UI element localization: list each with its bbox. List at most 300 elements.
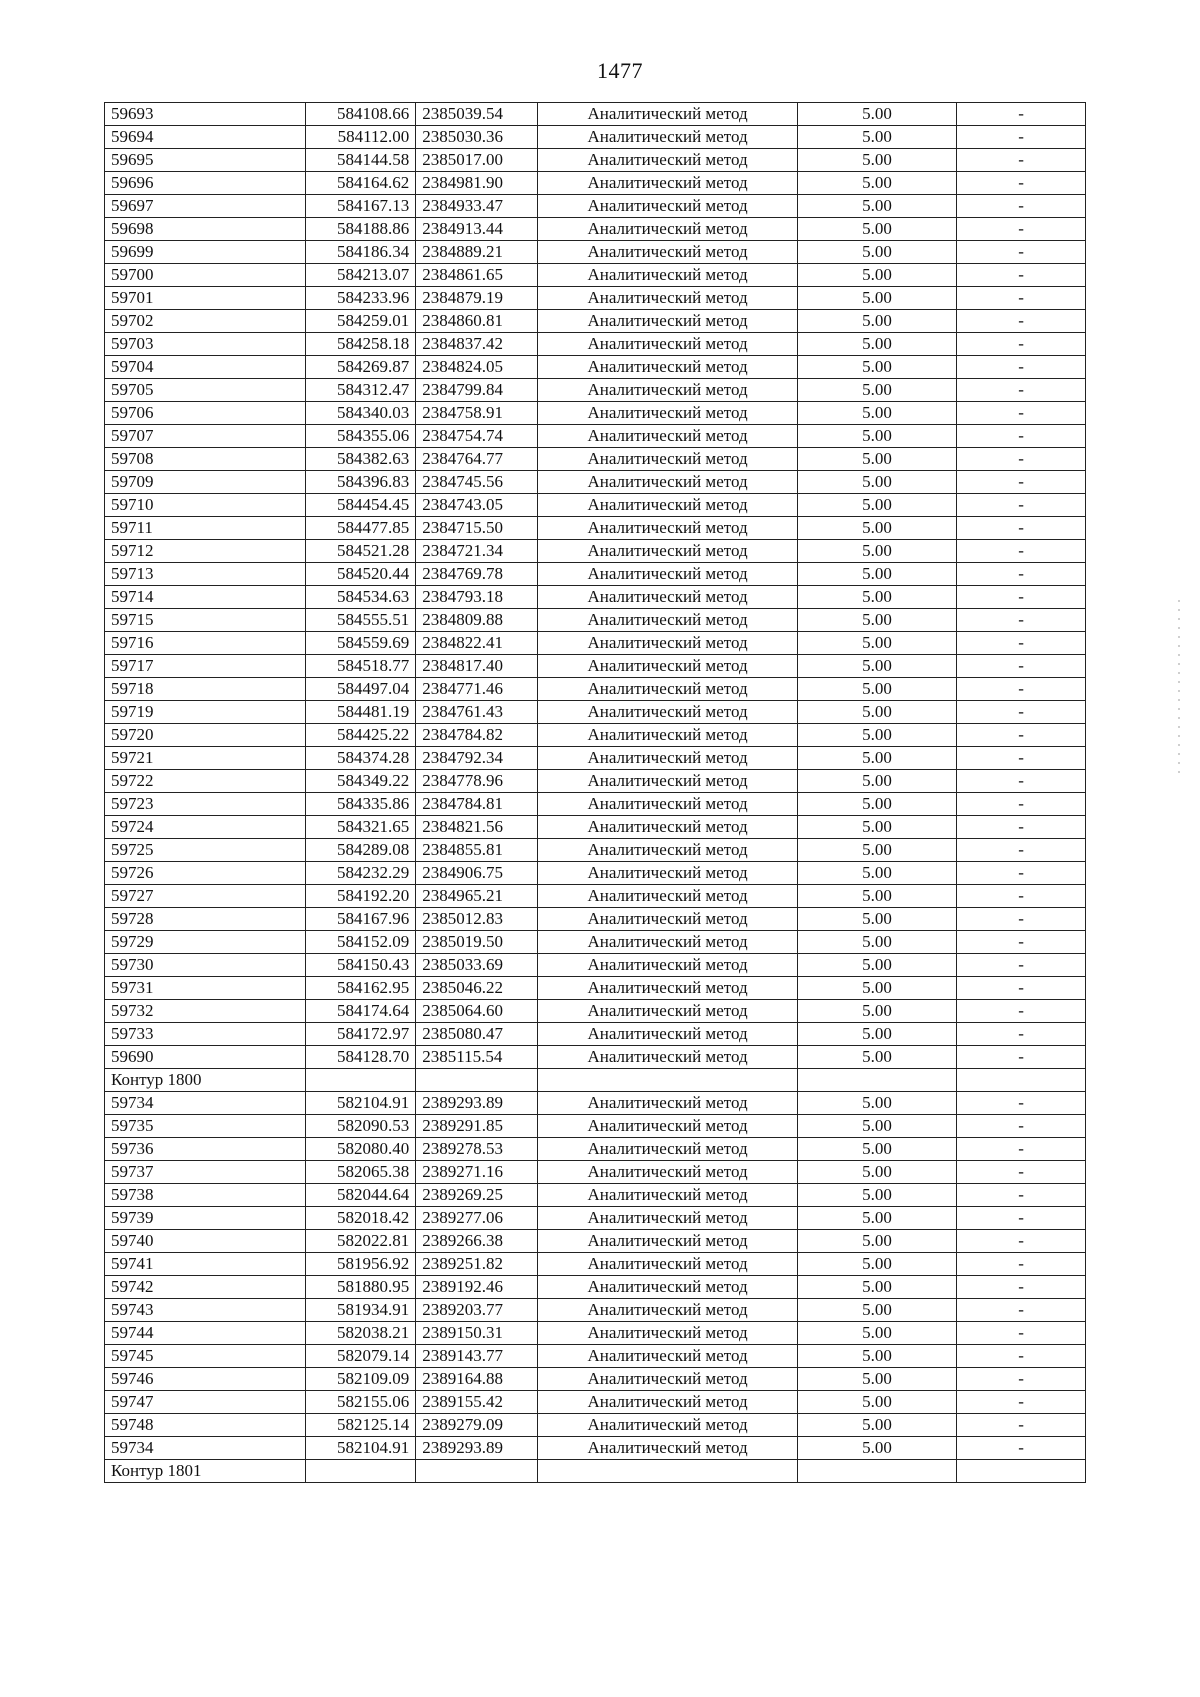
accuracy-cell: 5.00 (797, 1092, 956, 1115)
point-id-cell: 59730 (105, 954, 306, 977)
accuracy-cell (797, 1460, 956, 1483)
accuracy-cell: 5.00 (797, 885, 956, 908)
note-cell: - (957, 839, 1086, 862)
point-id-cell: 59727 (105, 885, 306, 908)
table-row (105, 1345, 1086, 1368)
note-cell: - (957, 540, 1086, 563)
method-cell: Аналитический метод (538, 333, 798, 356)
coordinates-table (104, 102, 1086, 1483)
accuracy-cell: 5.00 (797, 586, 956, 609)
table-row (105, 1253, 1086, 1276)
accuracy-cell: 5.00 (797, 310, 956, 333)
table-row (105, 1000, 1086, 1023)
table-row (105, 1391, 1086, 1414)
note-cell: - (957, 1161, 1086, 1184)
note-cell: - (957, 1253, 1086, 1276)
accuracy-cell: 5.00 (797, 678, 956, 701)
note-cell: - (957, 149, 1086, 172)
method-cell: Аналитический метод (538, 264, 798, 287)
x-coordinate-cell: 584232.29 (306, 862, 416, 885)
method-cell: Аналитический метод (538, 1023, 798, 1046)
note-cell: - (957, 885, 1086, 908)
point-id-cell: 59700 (105, 264, 306, 287)
method-cell: Аналитический метод (538, 701, 798, 724)
method-cell: Аналитический метод (538, 1345, 798, 1368)
table-row (105, 241, 1086, 264)
method-cell: Аналитический метод (538, 218, 798, 241)
note-cell: - (957, 310, 1086, 333)
y-coordinate-cell: 2384913.44 (416, 218, 538, 241)
y-coordinate-cell: 2389150.31 (416, 1322, 538, 1345)
note-cell: - (957, 1414, 1086, 1437)
accuracy-cell: 5.00 (797, 1138, 956, 1161)
point-id-cell: 59690 (105, 1046, 306, 1069)
x-coordinate-cell: 582104.91 (306, 1437, 416, 1460)
method-cell: Аналитический метод (538, 1391, 798, 1414)
y-coordinate-cell: 2384784.81 (416, 793, 538, 816)
x-coordinate-cell: 584335.86 (306, 793, 416, 816)
y-coordinate-cell: 2384981.90 (416, 172, 538, 195)
x-coordinate-cell: 582018.42 (306, 1207, 416, 1230)
method-cell: Аналитический метод (538, 471, 798, 494)
method-cell: Аналитический метод (538, 1161, 798, 1184)
table-row (105, 908, 1086, 931)
y-coordinate-cell: 2385039.54 (416, 103, 538, 126)
y-coordinate-cell: 2385019.50 (416, 931, 538, 954)
method-cell: Аналитический метод (538, 954, 798, 977)
x-coordinate-cell: 584321.65 (306, 816, 416, 839)
y-coordinate-cell: 2384889.21 (416, 241, 538, 264)
point-id-cell: 59745 (105, 1345, 306, 1368)
method-cell: Аналитический метод (538, 1276, 798, 1299)
x-coordinate-cell: 584555.51 (306, 609, 416, 632)
point-id-cell: 59702 (105, 310, 306, 333)
method-cell: Аналитический метод (538, 310, 798, 333)
method-cell: Аналитический метод (538, 1230, 798, 1253)
point-id-cell: 59717 (105, 655, 306, 678)
point-id-cell: 59693 (105, 103, 306, 126)
x-coordinate-cell: 584521.28 (306, 540, 416, 563)
point-id-cell: 59734 (105, 1092, 306, 1115)
note-cell: - (957, 333, 1086, 356)
point-id-cell: 59710 (105, 494, 306, 517)
y-coordinate-cell: 2385012.83 (416, 908, 538, 931)
table-row (105, 356, 1086, 379)
accuracy-cell: 5.00 (797, 471, 956, 494)
point-id-cell: 59715 (105, 609, 306, 632)
accuracy-cell: 5.00 (797, 1023, 956, 1046)
accuracy-cell: 5.00 (797, 1207, 956, 1230)
y-coordinate-cell: 2389192.46 (416, 1276, 538, 1299)
accuracy-cell: 5.00 (797, 1299, 956, 1322)
point-id-cell: 59743 (105, 1299, 306, 1322)
x-coordinate-cell: 584186.34 (306, 241, 416, 264)
x-coordinate-cell: 582022.81 (306, 1230, 416, 1253)
contour-label-cell: Контур 1801 (105, 1460, 306, 1483)
table-row (105, 632, 1086, 655)
accuracy-cell: 5.00 (797, 126, 956, 149)
table-row (105, 333, 1086, 356)
x-coordinate-cell (306, 1460, 416, 1483)
accuracy-cell: 5.00 (797, 977, 956, 1000)
method-cell: Аналитический метод (538, 517, 798, 540)
y-coordinate-cell: 2384799.84 (416, 379, 538, 402)
table-row (105, 1322, 1086, 1345)
method-cell (538, 1069, 798, 1092)
table-row (105, 149, 1086, 172)
table-row (105, 1207, 1086, 1230)
accuracy-cell: 5.00 (797, 1253, 956, 1276)
x-coordinate-cell: 584518.77 (306, 655, 416, 678)
y-coordinate-cell: 2384769.78 (416, 563, 538, 586)
table-row (105, 655, 1086, 678)
method-cell: Аналитический метод (538, 1299, 798, 1322)
table-row (105, 862, 1086, 885)
note-cell: - (957, 402, 1086, 425)
y-coordinate-cell: 2384758.91 (416, 402, 538, 425)
accuracy-cell: 5.00 (797, 264, 956, 287)
table-row (105, 172, 1086, 195)
point-id-cell: 59738 (105, 1184, 306, 1207)
method-cell: Аналитический метод (538, 816, 798, 839)
note-cell: - (957, 172, 1086, 195)
note-cell: - (957, 195, 1086, 218)
x-coordinate-cell: 584172.97 (306, 1023, 416, 1046)
method-cell: Аналитический метод (538, 425, 798, 448)
y-coordinate-cell: 2384761.43 (416, 701, 538, 724)
y-coordinate-cell (416, 1069, 538, 1092)
method-cell: Аналитический метод (538, 149, 798, 172)
method-cell: Аналитический метод (538, 1184, 798, 1207)
y-coordinate-cell: 2384792.34 (416, 747, 538, 770)
accuracy-cell: 5.00 (797, 632, 956, 655)
note-cell: - (957, 1368, 1086, 1391)
note-cell: - (957, 1092, 1086, 1115)
point-id-cell: 59729 (105, 931, 306, 954)
point-id-cell: 59707 (105, 425, 306, 448)
y-coordinate-cell: 2384824.05 (416, 356, 538, 379)
y-coordinate-cell: 2389266.38 (416, 1230, 538, 1253)
accuracy-cell: 5.00 (797, 655, 956, 678)
point-id-cell: 59694 (105, 126, 306, 149)
x-coordinate-cell: 582155.06 (306, 1391, 416, 1414)
x-coordinate-cell: 584162.95 (306, 977, 416, 1000)
method-cell: Аналитический метод (538, 1115, 798, 1138)
contour-header-row (105, 1069, 1086, 1092)
point-id-cell: 59725 (105, 839, 306, 862)
table-row (105, 264, 1086, 287)
y-coordinate-cell: 2384906.75 (416, 862, 538, 885)
y-coordinate-cell: 2385064.60 (416, 1000, 538, 1023)
table-row (105, 1023, 1086, 1046)
accuracy-cell: 5.00 (797, 379, 956, 402)
note-cell: - (957, 287, 1086, 310)
note-cell: - (957, 1023, 1086, 1046)
accuracy-cell: 5.00 (797, 954, 956, 977)
x-coordinate-cell: 584150.43 (306, 954, 416, 977)
point-id-cell: 59723 (105, 793, 306, 816)
point-id-cell: 59719 (105, 701, 306, 724)
note-cell: - (957, 1391, 1086, 1414)
x-coordinate-cell: 584164.62 (306, 172, 416, 195)
y-coordinate-cell: 2389279.09 (416, 1414, 538, 1437)
note-cell: - (957, 425, 1086, 448)
accuracy-cell: 5.00 (797, 1184, 956, 1207)
note-cell: - (957, 1322, 1086, 1345)
y-coordinate-cell: 2384837.42 (416, 333, 538, 356)
x-coordinate-cell: 584213.07 (306, 264, 416, 287)
y-coordinate-cell: 2384715.50 (416, 517, 538, 540)
table-row (105, 724, 1086, 747)
x-coordinate-cell: 584152.09 (306, 931, 416, 954)
x-coordinate-cell: 584355.06 (306, 425, 416, 448)
accuracy-cell: 5.00 (797, 195, 956, 218)
method-cell: Аналитический метод (538, 862, 798, 885)
method-cell: Аналитический метод (538, 1322, 798, 1345)
point-id-cell: 59742 (105, 1276, 306, 1299)
accuracy-cell: 5.00 (797, 747, 956, 770)
note-cell: - (957, 517, 1086, 540)
method-cell: Аналитический метод (538, 793, 798, 816)
y-coordinate-cell: 2385080.47 (416, 1023, 538, 1046)
table-row (105, 816, 1086, 839)
table-row (105, 1299, 1086, 1322)
method-cell: Аналитический метод (538, 770, 798, 793)
method-cell: Аналитический метод (538, 448, 798, 471)
table-row (105, 747, 1086, 770)
note-cell (957, 1460, 1086, 1483)
note-cell (957, 1069, 1086, 1092)
y-coordinate-cell: 2389251.82 (416, 1253, 538, 1276)
y-coordinate-cell: 2389143.77 (416, 1345, 538, 1368)
accuracy-cell: 5.00 (797, 1368, 956, 1391)
note-cell: - (957, 770, 1086, 793)
note-cell: - (957, 1000, 1086, 1023)
method-cell: Аналитический метод (538, 747, 798, 770)
point-id-cell: 59703 (105, 333, 306, 356)
method-cell: Аналитический метод (538, 839, 798, 862)
point-id-cell: 59714 (105, 586, 306, 609)
y-coordinate-cell: 2385046.22 (416, 977, 538, 1000)
x-coordinate-cell: 582104.91 (306, 1092, 416, 1115)
accuracy-cell: 5.00 (797, 333, 956, 356)
method-cell: Аналитический метод (538, 609, 798, 632)
y-coordinate-cell: 2384784.82 (416, 724, 538, 747)
note-cell: - (957, 1184, 1086, 1207)
note-cell: - (957, 793, 1086, 816)
y-coordinate-cell: 2384965.21 (416, 885, 538, 908)
y-coordinate-cell (416, 1460, 538, 1483)
table-row (105, 1115, 1086, 1138)
x-coordinate-cell: 584259.01 (306, 310, 416, 333)
point-id-cell: 59747 (105, 1391, 306, 1414)
method-cell: Аналитический метод (538, 678, 798, 701)
table-row (105, 1161, 1086, 1184)
note-cell: - (957, 586, 1086, 609)
accuracy-cell: 5.00 (797, 494, 956, 517)
point-id-cell: 59741 (105, 1253, 306, 1276)
accuracy-cell: 5.00 (797, 1046, 956, 1069)
y-coordinate-cell: 2384764.77 (416, 448, 538, 471)
y-coordinate-cell: 2384754.74 (416, 425, 538, 448)
method-cell: Аналитический метод (538, 379, 798, 402)
method-cell: Аналитический метод (538, 1253, 798, 1276)
accuracy-cell: 5.00 (797, 701, 956, 724)
accuracy-cell: 5.00 (797, 425, 956, 448)
x-coordinate-cell: 584167.13 (306, 195, 416, 218)
accuracy-cell: 5.00 (797, 724, 956, 747)
contour-header-row (105, 1460, 1086, 1483)
note-cell: - (957, 218, 1086, 241)
y-coordinate-cell: 2389291.85 (416, 1115, 538, 1138)
point-id-cell: 59696 (105, 172, 306, 195)
note-cell: - (957, 632, 1086, 655)
table-row (105, 954, 1086, 977)
y-coordinate-cell: 2384822.41 (416, 632, 538, 655)
x-coordinate-cell: 584192.20 (306, 885, 416, 908)
accuracy-cell: 5.00 (797, 1391, 956, 1414)
x-coordinate-cell: 582090.53 (306, 1115, 416, 1138)
point-id-cell: 59705 (105, 379, 306, 402)
table-row (105, 793, 1086, 816)
x-coordinate-cell: 581934.91 (306, 1299, 416, 1322)
accuracy-cell: 5.00 (797, 448, 956, 471)
y-coordinate-cell: 2384745.56 (416, 471, 538, 494)
x-coordinate-cell: 584108.66 (306, 103, 416, 126)
x-coordinate-cell: 584258.18 (306, 333, 416, 356)
point-id-cell: 59704 (105, 356, 306, 379)
x-coordinate-cell: 584167.96 (306, 908, 416, 931)
y-coordinate-cell: 2389164.88 (416, 1368, 538, 1391)
y-coordinate-cell: 2384933.47 (416, 195, 538, 218)
accuracy-cell: 5.00 (797, 1345, 956, 1368)
x-coordinate-cell: 584269.87 (306, 356, 416, 379)
note-cell: - (957, 1437, 1086, 1460)
x-coordinate-cell: 584174.64 (306, 1000, 416, 1023)
note-cell: - (957, 931, 1086, 954)
note-cell: - (957, 977, 1086, 1000)
method-cell: Аналитический метод (538, 195, 798, 218)
accuracy-cell: 5.00 (797, 1276, 956, 1299)
x-coordinate-cell: 582065.38 (306, 1161, 416, 1184)
method-cell: Аналитический метод (538, 908, 798, 931)
table-row (105, 678, 1086, 701)
note-cell: - (957, 356, 1086, 379)
x-coordinate-cell: 584559.69 (306, 632, 416, 655)
method-cell: Аналитический метод (538, 540, 798, 563)
accuracy-cell: 5.00 (797, 609, 956, 632)
x-coordinate-cell: 584497.04 (306, 678, 416, 701)
scan-artifact (1178, 600, 1180, 780)
x-coordinate-cell: 584534.63 (306, 586, 416, 609)
point-id-cell: 59724 (105, 816, 306, 839)
x-coordinate-cell (306, 1069, 416, 1092)
table-row (105, 448, 1086, 471)
note-cell: - (957, 1276, 1086, 1299)
accuracy-cell: 5.00 (797, 862, 956, 885)
note-cell: - (957, 862, 1086, 885)
method-cell: Аналитический метод (538, 356, 798, 379)
method-cell: Аналитический метод (538, 1000, 798, 1023)
x-coordinate-cell: 584520.44 (306, 563, 416, 586)
accuracy-cell: 5.00 (797, 103, 956, 126)
table-row (105, 425, 1086, 448)
accuracy-cell: 5.00 (797, 1161, 956, 1184)
y-coordinate-cell: 2384743.05 (416, 494, 538, 517)
table-row (105, 586, 1086, 609)
y-coordinate-cell: 2384817.40 (416, 655, 538, 678)
accuracy-cell: 5.00 (797, 172, 956, 195)
x-coordinate-cell: 582080.40 (306, 1138, 416, 1161)
point-id-cell: 59748 (105, 1414, 306, 1437)
contour-label-cell: Контур 1800 (105, 1069, 306, 1092)
method-cell: Аналитический метод (538, 1414, 798, 1437)
method-cell: Аналитический метод (538, 885, 798, 908)
accuracy-cell: 5.00 (797, 793, 956, 816)
coordinates-table-body (105, 103, 1086, 1483)
table-row (105, 126, 1086, 149)
method-cell: Аналитический метод (538, 126, 798, 149)
accuracy-cell: 5.00 (797, 1000, 956, 1023)
y-coordinate-cell: 2385033.69 (416, 954, 538, 977)
y-coordinate-cell: 2389271.16 (416, 1161, 538, 1184)
note-cell: - (957, 1230, 1086, 1253)
y-coordinate-cell: 2384821.56 (416, 816, 538, 839)
table-row (105, 103, 1086, 126)
table-row (105, 494, 1086, 517)
table-row (105, 977, 1086, 1000)
y-coordinate-cell: 2385030.36 (416, 126, 538, 149)
point-id-cell: 59716 (105, 632, 306, 655)
point-id-cell: 59728 (105, 908, 306, 931)
note-cell: - (957, 678, 1086, 701)
x-coordinate-cell: 584340.03 (306, 402, 416, 425)
method-cell: Аналитический метод (538, 632, 798, 655)
table-row (105, 310, 1086, 333)
x-coordinate-cell: 581880.95 (306, 1276, 416, 1299)
note-cell: - (957, 1138, 1086, 1161)
point-id-cell: 59701 (105, 287, 306, 310)
table-row (105, 563, 1086, 586)
point-id-cell: 59698 (105, 218, 306, 241)
y-coordinate-cell: 2384721.34 (416, 540, 538, 563)
y-coordinate-cell: 2384861.65 (416, 264, 538, 287)
y-coordinate-cell: 2384793.18 (416, 586, 538, 609)
point-id-cell: 59735 (105, 1115, 306, 1138)
table-row (105, 517, 1086, 540)
y-coordinate-cell: 2389278.53 (416, 1138, 538, 1161)
accuracy-cell: 5.00 (797, 540, 956, 563)
note-cell: - (957, 103, 1086, 126)
note-cell: - (957, 701, 1086, 724)
table-row (105, 931, 1086, 954)
note-cell: - (957, 448, 1086, 471)
method-cell: Аналитический метод (538, 724, 798, 747)
method-cell: Аналитический метод (538, 103, 798, 126)
note-cell: - (957, 609, 1086, 632)
table-row (105, 609, 1086, 632)
y-coordinate-cell: 2385115.54 (416, 1046, 538, 1069)
point-id-cell: 59697 (105, 195, 306, 218)
accuracy-cell: 5.00 (797, 1115, 956, 1138)
method-cell: Аналитический метод (538, 931, 798, 954)
table-row (105, 471, 1086, 494)
table-row (105, 1368, 1086, 1391)
method-cell (538, 1460, 798, 1483)
y-coordinate-cell: 2389203.77 (416, 1299, 538, 1322)
accuracy-cell: 5.00 (797, 770, 956, 793)
point-id-cell: 59732 (105, 1000, 306, 1023)
